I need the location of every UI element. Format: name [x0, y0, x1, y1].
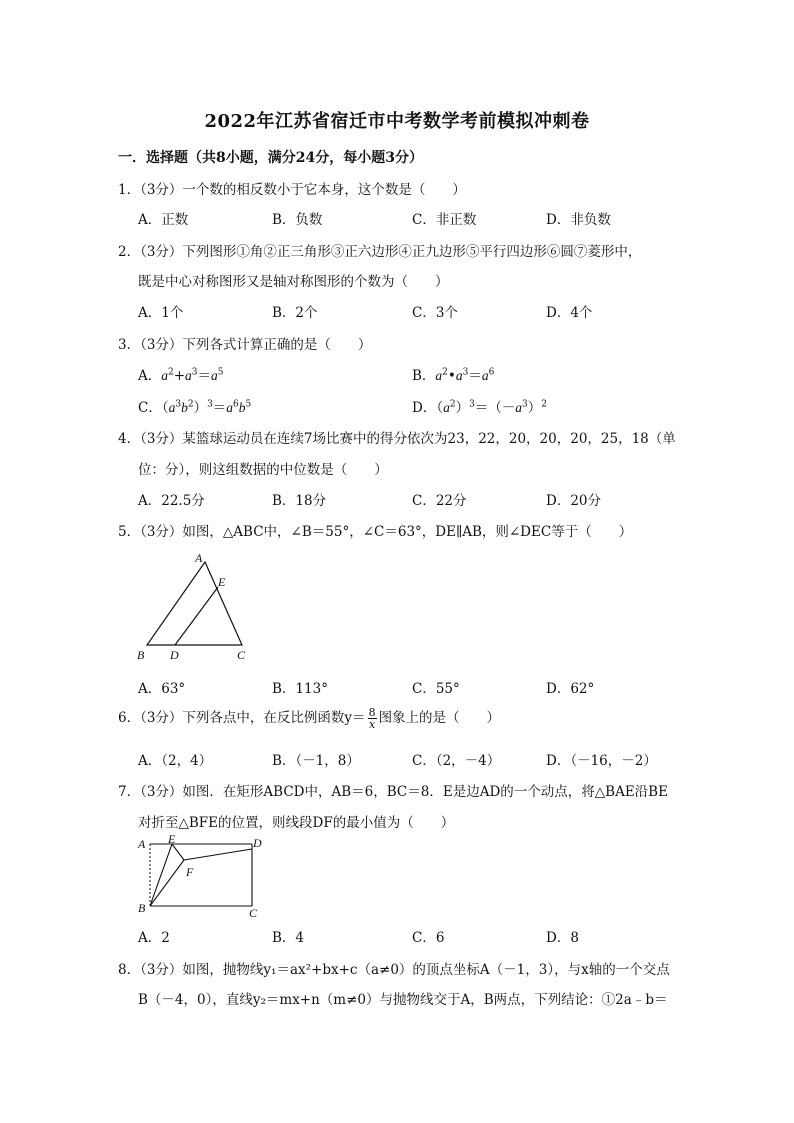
q7-option-b: B．4 — [272, 930, 305, 946]
q2-option-d: D．4个 — [546, 305, 593, 321]
point-label-a: A — [195, 551, 203, 565]
page-title: 2022年江苏省宿迁市中考数学考前模拟冲刺卷 — [204, 111, 590, 132]
question-6-stem: 6．（3分）下列各点中，在反比例函数y＝ $\frac{8}{x}$ 图象上的是（ ） — [118, 706, 501, 731]
q6-option-a: A．（2，4） — [138, 753, 213, 769]
q3-option-a: A．$a^2+a^3=a^5$ — [138, 367, 224, 384]
question-8-stem-line1: 8．（3分）如图，抛物线y₁＝ax²+bx+c（a≠0）的顶点坐标A（－1，3），与x轴的一个交点 — [118, 962, 670, 978]
question-3-stem: 3．（3分）下列各式计算正确的是（ ） — [118, 337, 372, 353]
question-5-stem: 5．（3分）如图，△ABC中，∠B＝55°，∠C＝63°，DE∥AB，则∠DEC等于（ ） — [118, 524, 633, 540]
point-label-a: A — [138, 837, 146, 851]
q3-option-c: C．$(a^3b^2)^3=a^6b^5$ — [138, 399, 252, 416]
segment-be — [150, 844, 172, 906]
segment-bf — [150, 860, 184, 906]
question-2-stem-line1: 2．（3分）下列图形①角②正三角形③正六边形④正九边形⑤平行四边形⑥圆⑦菱形中， — [118, 244, 642, 260]
segment-fd — [184, 849, 252, 860]
q1-option-b: B．负数 — [272, 212, 323, 228]
q5-option-d: D．62° — [546, 681, 595, 697]
q7-option-a: A．2 — [138, 930, 170, 946]
question-1-stem: 1．（3分）一个数的相反数小于它本身，这个数是（ ） — [118, 182, 466, 198]
q1-option-c: C．非正数 — [412, 212, 477, 228]
q7-option-d: D．8 — [546, 930, 579, 946]
q1-option-d: D．非负数 — [546, 212, 611, 228]
point-label-e: E — [218, 575, 226, 589]
point-label-b: B — [137, 648, 145, 662]
q6-option-c: C．（2，－4） — [412, 753, 501, 769]
segment-ef — [172, 844, 184, 860]
question-7-stem-line2: 对折至△BFE的位置，则线段DF的最小值为（ ） — [138, 815, 455, 831]
q4-option-b: B．18分 — [272, 493, 327, 509]
q4-option-a: A．22.5分 — [138, 493, 205, 509]
point-label-c: C — [249, 906, 258, 920]
point-label-d: D — [170, 648, 179, 662]
section-heading: 一．选择题（共8小题，满分24分，每小题3分） — [118, 150, 423, 166]
question-7-stem-line1: 7．（3分）如图．在矩形ABCD中，AB＝6，BC＝8．E是边AD的一个动点，将△BAE沿BE — [118, 784, 668, 800]
q2-option-b: B．2个 — [272, 305, 318, 321]
question-8-stem-line2: B（－4，0），直线y₂＝mx+n（m≠0）与抛物线交于A，B两点，下列结论：①2a﹣b＝ — [138, 992, 668, 1008]
point-label-d: D — [253, 836, 262, 850]
rectangle-abcd-figure — [130, 832, 270, 920]
q1-option-a: A．正数 — [138, 212, 189, 228]
question-2-stem-line2: 既是中心对称图形又是轴对称图形的个数为（ ） — [138, 274, 449, 290]
q2-option-a: A．1个 — [138, 305, 184, 321]
fraction-8-over-x: $\frac{8}{x}$ — [368, 706, 376, 731]
q7-option-c: C．6 — [412, 930, 445, 946]
q4-option-d: D．20分 — [546, 493, 602, 509]
q2-option-c: C．3个 — [412, 305, 458, 321]
q5-option-c: C．55° — [412, 681, 460, 697]
q3-option-b: B．$a^2•a^3=a^6$ — [412, 367, 495, 384]
q6-option-d: D．（－16，－2） — [546, 753, 657, 769]
triangle-abc — [147, 562, 242, 645]
q5-option-a: A．63° — [138, 681, 186, 697]
q3-option-d: D．$(a^2)^3=(-a^3)^2$ — [412, 399, 548, 416]
point-label-e: E — [168, 832, 176, 846]
question-4-stem-line1: 4．（3分）某篮球运动员在连续7场比赛中的得分依次为23，22，20，20，20，25，18（单 — [118, 431, 676, 447]
q4-option-c: C．22分 — [412, 493, 467, 509]
question-4-stem-line2: 位：分），则这组数据的中位数是（ ） — [138, 462, 388, 478]
q6-option-b: B．（－1，8） — [272, 753, 360, 769]
q5-option-b: B．113° — [272, 681, 328, 697]
triangle-abc-figure — [130, 548, 260, 666]
point-label-c: C — [237, 648, 246, 662]
point-label-f: F — [186, 865, 194, 879]
point-label-b: B — [138, 901, 146, 915]
